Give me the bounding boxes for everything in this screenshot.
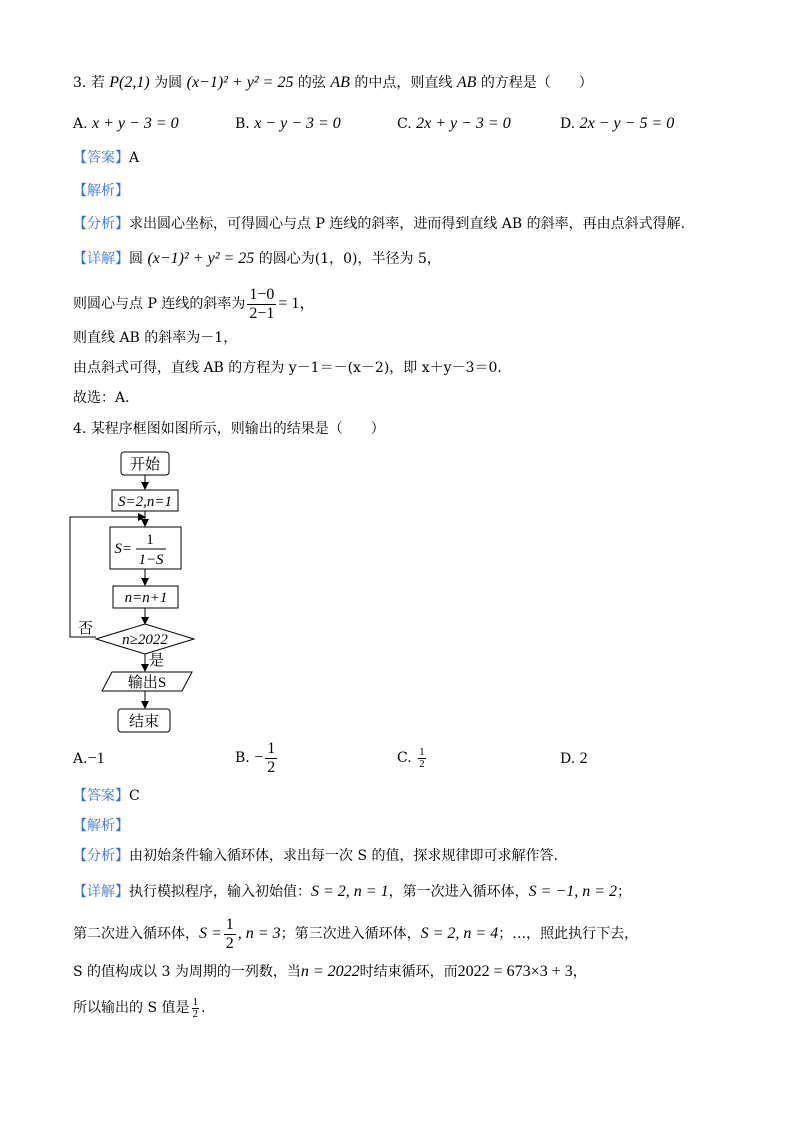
q4-answer-value: C [129,788,140,804]
q4-option-c [397,745,428,771]
q4-option-b-fraction [265,740,277,777]
q4-option-b [235,738,279,778]
q3-fenxi-text: 求出圆心坐标，可得圆心与点 P 连线的斜率，进而得到直线 AB 的斜率，再由点斜式得解. [129,216,686,232]
q3-stem-d: 的中点，则直线 [354,75,453,91]
flow-start-text: 开始 [129,457,161,473]
q3-xiangjie-tag: 【详解】 [73,251,129,267]
q4-xiangjie-tag: 【详解】 [73,884,129,900]
q3-analysis-tag [73,181,129,201]
q4-option-a-text: −1 [87,750,105,767]
q3-circle-eq: (x−1)² + y² = 25 [186,74,294,91]
flow-end-text: 结束 [128,714,160,730]
q4-fenxi-tag: 【分析】 [73,848,129,864]
q4-d2-c: ；…，照此执行下去， [498,926,639,942]
q3-option-d-label: D. [560,116,576,132]
q4-fenxi-text: 由初始条件输入循环体，求出每一次 S 的值，探求规律即可求解作答. [129,848,558,864]
q3-detail-2 [73,284,315,324]
q3-d1-eq: (x−1)² + y² = 25 [147,250,255,267]
q4-d2-b: ；第三次进入循环体， [280,926,421,942]
q3-detail-4 [73,358,502,378]
q4-d4-num: 1 [192,995,198,1008]
q4-option-b-label: B. [235,750,250,766]
q3-detail-3 [73,328,237,348]
q4-d3-m2: 2022 = 673×3 + 3 [457,963,573,980]
q4-fenxi [73,846,558,866]
q3-option-d-text: 2x − y − 5 = 0 [579,115,675,132]
q4-d4-den: 2 [192,1007,198,1020]
q3-stem-a: 若 [90,75,105,91]
q3-stem-c: 的弦 [297,75,326,91]
q3-option-d [560,114,674,134]
q3-option-b-label: B. [235,116,250,132]
q4-d3-m1: n = 2022 [300,963,360,980]
q4-answer-tag: 【答案】 [73,788,129,804]
flow-assign-lhs: S= [114,541,132,557]
q3-detail-5 [73,388,130,408]
q4-option-b-neg: − [254,749,264,766]
q4-d3-b: 时结束循环，而 [359,964,458,980]
q3-option-c-text: 2x + y − 3 = 0 [416,115,511,132]
flow-no-label: 否 [78,621,94,637]
q3-answer [73,148,139,168]
q3-number: 3. [73,75,87,91]
q4-number: 4. [73,421,87,437]
q3-analysis-label: 【解析】 [73,183,129,199]
q3-chord: AB [330,74,350,91]
flow-assign-num: 1 [146,532,154,548]
q4-d2-den: 2 [225,934,234,952]
q4-detail-3 [73,962,587,982]
q4-d2-fraction [224,916,236,953]
q3-d2-a: 则圆心与点 P 连线的斜率为 [73,296,246,312]
q3-stem-e: 的方程是（ ） [480,75,593,91]
q3-d1-b: 的圆心为(1，0)，半径为 5， [258,251,441,267]
q3-option-b [235,114,341,134]
q3-fenxi [73,214,685,234]
q4-option-d [560,749,588,769]
q4-d1-c: ； [616,884,631,900]
q3-slope-fraction [247,286,276,323]
flow-init-text: S=2,n=1 [118,494,172,510]
q4-d2-a: 第二次进入循环体， [73,926,199,942]
q4-d3-a: S 的值构成以 3 为周期的一列数，当 [73,964,301,980]
q4-detail-2 [73,914,638,954]
flow-assign-den: 1−S [138,552,164,568]
q4-d2-m2: S = 2, n = 4 [420,925,499,942]
q3-fenxi-tag: 【分析】 [73,216,129,232]
q3-point: P(2,1) [109,74,150,91]
q4-d4-fraction [192,997,200,1020]
q4-option-a-label: A. [73,751,88,767]
flow-condition-text: n≥2022 [122,632,168,648]
q4-stem [73,419,385,439]
q4-option-d-text: 2 [579,750,588,767]
q4-option-c-fraction [418,747,426,770]
q4-d1-a: 执行模拟程序，输入初始值： [129,884,311,900]
q3-option-c-label: C. [397,116,412,132]
q3-line-ab: AB [456,74,477,91]
q3-option-a-label: A. [73,116,88,132]
q4-option-c-label: C. [397,750,412,766]
q4-detail-4 [73,994,205,1022]
q3-option-a-text: x + y − 3 = 0 [92,115,179,132]
q4-d1-m1: S = 2, n = 1 [311,883,389,900]
q3-d4-text: 由点斜式可得，直线 AB 的方程为 y－1＝－(x－2)，即 x＋y－3＝0. [73,360,502,376]
q4-d1-b: ，第一次进入循环体， [388,884,529,900]
q4-d4-a: 所以输出的 S 值是 [73,1000,190,1016]
q4-d1-m2: S = −1, n = 2 [528,883,617,900]
q4-option-c-den: 2 [419,757,425,770]
q3-stem [73,73,593,93]
q3-detail-1 [73,249,441,269]
q4-d2-num: 1 [225,915,234,933]
q3-stem-b: 为圆 [154,75,183,91]
flow-output-text: 输出S [127,675,167,691]
q4-detail-1 [73,882,631,902]
q4-option-b-den: 2 [267,758,276,776]
q4-d2-s: S = [199,925,222,942]
flow-yes-label: 是 [149,653,165,669]
q4-option-d-label: D. [560,751,576,767]
q3-option-c [397,114,511,134]
q4-option-a [73,749,105,769]
q3-slope-num: 1−0 [249,285,275,303]
q3-option-a [73,114,179,134]
q3-d1-a: 圆 [129,251,143,267]
q4-d2-m: , n = 3 [237,925,281,942]
q4-answer [73,786,140,806]
q3-d2-b: = 1， [278,295,316,312]
q3-d5-text: 故选：A. [73,390,130,406]
q3-d3-text: 则直线 AB 的斜率为－1， [73,330,238,346]
q4-option-b-num: 1 [267,739,276,757]
q4-analysis-label: 【解析】 [73,818,129,834]
q4-d4-b: . [201,1000,206,1016]
q3-answer-value: A [129,150,140,166]
q4-d3-c: ， [572,964,587,980]
q4-stem-text: 某程序框图如图所示，则输出的结果是（ ） [90,421,385,437]
q4-option-c-num: 1 [419,745,425,758]
q3-answer-tag: 【答案】 [73,150,129,166]
q4-analysis-tag [73,816,129,836]
flowchart [66,447,206,737]
q3-option-b-text: x − y − 3 = 0 [254,115,341,132]
flow-incr-text: n=n+1 [124,590,168,606]
q3-slope-den: 2−1 [249,304,275,322]
